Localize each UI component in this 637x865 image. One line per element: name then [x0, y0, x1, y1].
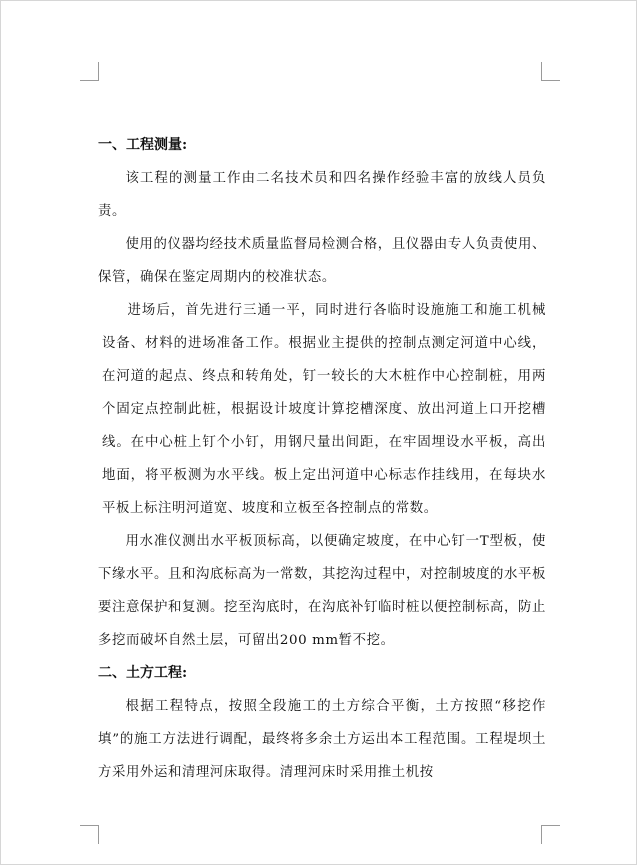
margin-corner-top-right	[541, 62, 560, 81]
paragraph: 根据工程特点，按照全段施工的土方综合平衡，土方按照“移挖作填”的施工方法进行调配，最终将多余土方运出本工程范围。工程堤坝土方采用外运和清理河床取得。清理河床时采用推土机按	[98, 699, 546, 780]
paragraph: 该工程的测量工作由二名技术员和四名操作经验丰富的放线人员负责。	[98, 171, 546, 219]
margin-corner-bottom-left	[80, 825, 99, 844]
margin-corner-top-left	[80, 62, 99, 81]
document-body	[98, 129, 546, 789]
section-heading-earthwork: 二、土方工程:	[98, 665, 188, 681]
paragraph: 进场后，首先进行三通一平，同时进行各临时设施施工和施工机械设备、材料的进场准备工作。根据业主提供的控制点测定河道中心线，在河道的起点、终点和转角处，钉一较长的大木桩作中心控制桩，用两个固定点控制此桩，根据设计坡度计算挖槽深度、放出河道上口开挖槽线。在中心桩上钉个小钉，用钢尺量出间距，在牢固埋设水平板，高出地面，将平板测为水平线。板上定出河道中心标志作挂线用，在每块水平板上标注明河道宽、坡度和立板至各控制点的常数。	[102, 303, 546, 516]
paragraph: 用水准仪测出水平板顶标高，以便确定坡度，在中心钉一T型板，使下缘水平。且和沟底标高为一常数，其挖沟过程中，对控制坡度的水平板要注意保护和复测。挖至沟底时，在沟底补钉临时桩以便控制标高，防止多挖而破坏自然土层，可留出200 mm暂不挖。	[98, 534, 546, 648]
margin-corner-bottom-right	[541, 825, 560, 844]
section-heading-survey: 一、工程测量:	[98, 137, 188, 153]
paragraph: 使用的仪器均经技术质量监督局检测合格，且仪器由专人负责使用、保管，确保在鉴定周期内的校准状态。	[98, 237, 546, 285]
